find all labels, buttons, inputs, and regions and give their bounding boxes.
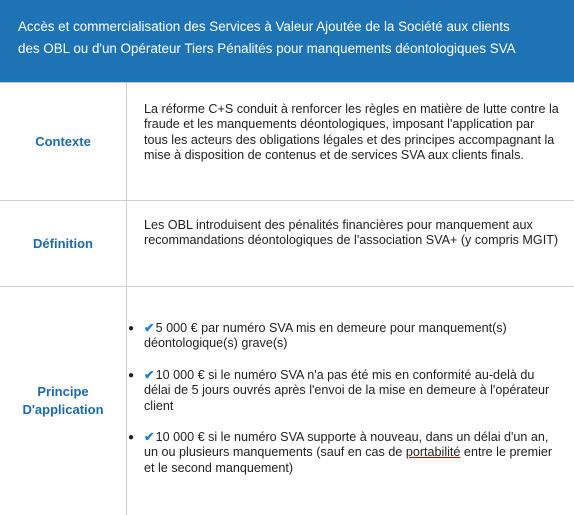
penalty-list xyxy=(128,321,560,492)
penalty-amount: 10 000 € xyxy=(155,430,205,445)
portability-term: portabilité xyxy=(405,445,461,460)
penalty-text: si le numéro SVA supporte à nouveau, dans un délai d'un an, un ou plusieurs manquements (sauf en cas de xyxy=(144,430,549,460)
list-item xyxy=(128,430,560,476)
checkmark-icon: ✔ xyxy=(144,367,155,382)
row-text-definition: Les OBL introduisent des pénalités financières pour manquement aux recommandations déontologiques de l'association SVA+ (y compris MGIT) xyxy=(144,218,559,248)
row-contexte xyxy=(0,83,574,201)
bullet-dot-icon: ● xyxy=(128,323,135,334)
penalty-text: si le numéro SVA n'a pas été mis en conformité au-delà du délai de 5 jours ouvrés après l'envoi de la mise en demeure à l'opérateur client xyxy=(144,367,550,413)
header-title-line-1: Accès et commercialisation des Services à Valeur Ajoutée de la Société aux clients xyxy=(18,19,510,34)
row-label-contexte: Contexte xyxy=(0,83,127,200)
row-label-principe xyxy=(0,287,127,515)
row-principe xyxy=(0,287,574,515)
list-item xyxy=(128,368,560,414)
info-table xyxy=(0,82,574,514)
penalty-text-end: entre le premier et le second manquement) xyxy=(144,445,553,475)
checkmark-icon: ✔ xyxy=(144,430,155,445)
bullet-dot-icon: ● xyxy=(128,369,135,381)
row-label-definition: Définition xyxy=(0,201,127,286)
row-text-contexte: La réforme C+S conduit à renforcer les règles en matière de lutte contre la fraude et les manquements déontologiques, imposant l'application par tous les acteurs des obligations légales et des principes accompagnant la mise à disposition de contenus et de services SVA aux clients finals. xyxy=(144,102,559,163)
penalty-amount: 5 000 € xyxy=(155,321,198,335)
penalty-amount: 10 000 € xyxy=(155,367,205,382)
list-item xyxy=(128,321,560,352)
checkmark-icon: ✔ xyxy=(144,321,155,335)
page-header xyxy=(0,0,574,82)
row-label-principe-line-1: Principe xyxy=(37,384,89,399)
row-label-principe-line-2: D'application xyxy=(22,402,104,417)
header-title-line-2: des OBL ou d'un Opérateur Tiers Pénalités pour manquements déontologiques SVA xyxy=(18,41,516,56)
penalty-text: par numéro SVA mis en demeure pour manquement(s) déontologique(s) grave(s) xyxy=(144,321,507,351)
bullet-dot-icon: ● xyxy=(128,432,135,444)
row-definition xyxy=(0,201,574,287)
